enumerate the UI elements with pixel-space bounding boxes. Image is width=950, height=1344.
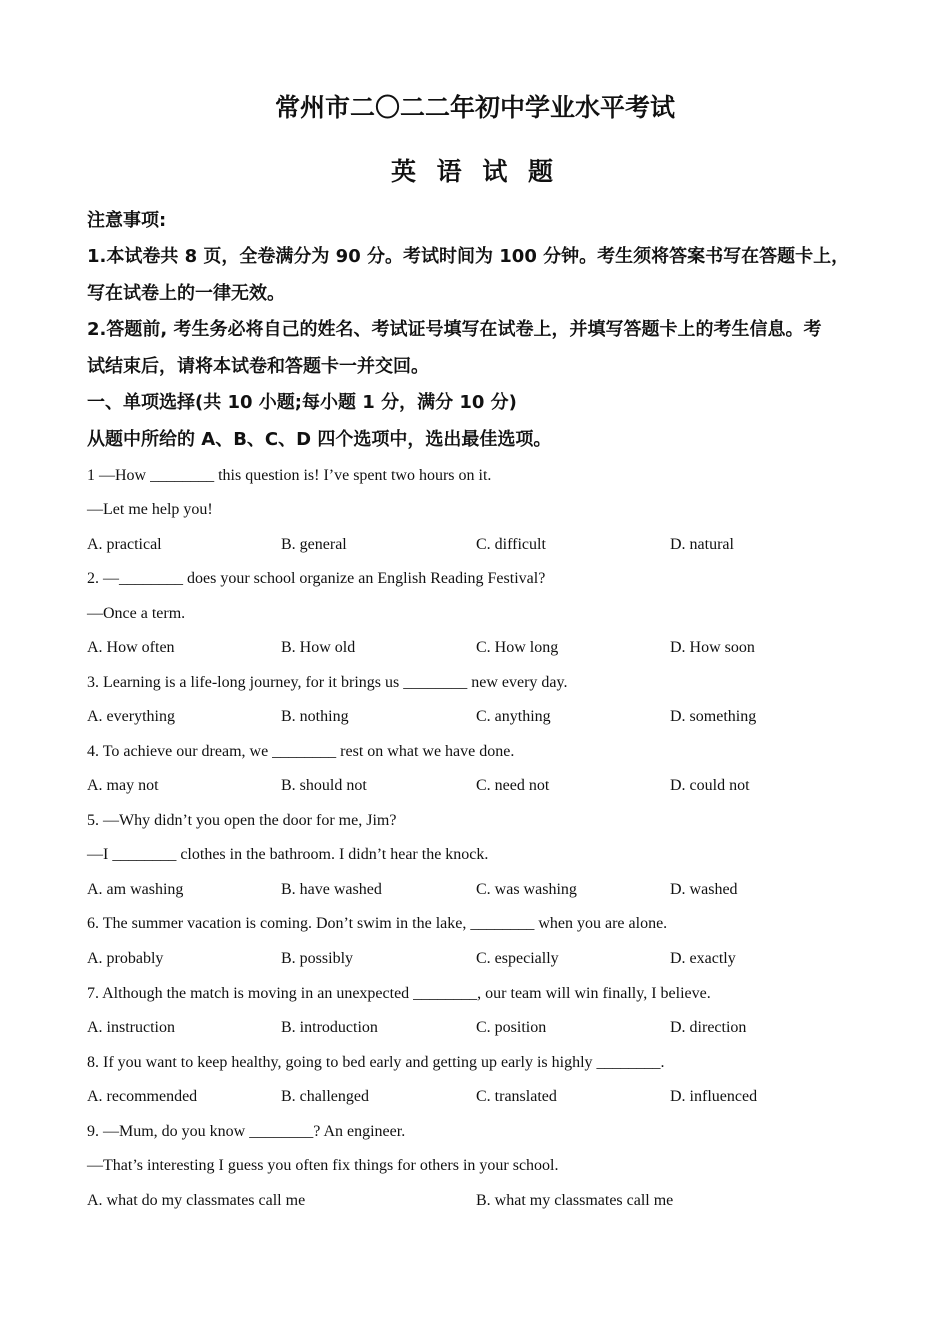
option-a: A. what do my classmates call me xyxy=(87,1192,306,1209)
section-instruction: 从题中所给的 A、B、C、D 四个选项中，选出最佳选项。 xyxy=(87,429,552,450)
option-b: B. what my classmates call me xyxy=(476,1192,674,1209)
question-stem: 5. —Why didn’t you open the door for me, Jim? xyxy=(87,812,397,829)
option-a: A. recommended xyxy=(87,1088,198,1105)
option-c: C. How long xyxy=(476,639,559,656)
option-a: A. am washing xyxy=(87,881,184,898)
question-stem: 3. Learning is a life-long journey, for it brings us ________ new every day. xyxy=(87,674,568,691)
notice-item-1-cont: 写在试卷上的一律无效。 xyxy=(87,283,285,304)
option-d: D. washed xyxy=(670,881,738,898)
option-b: B. should not xyxy=(281,777,367,794)
notice-item-2: 2.答题前, 考生务必将自己的姓名、考试证号填写在试卷上，并填写答题卡上的考生信息。考 xyxy=(87,319,822,340)
option-d: D. direction xyxy=(670,1019,747,1036)
option-a: A. instruction xyxy=(87,1019,175,1036)
question-stem: —Let me help you! xyxy=(87,501,213,518)
option-d: D. natural xyxy=(670,536,734,553)
option-c: C. especially xyxy=(476,950,559,967)
option-b: B. How old xyxy=(281,639,356,656)
option-c: C. need not xyxy=(476,777,550,794)
option-d: D. exactly xyxy=(670,950,736,967)
question-stem: 9. —Mum, do you know ________? An engineer. xyxy=(87,1123,406,1140)
question-stem: 6. The summer vacation is coming. Don’t swim in the lake, ________ when you are alone. xyxy=(87,915,668,932)
option-d: D. something xyxy=(670,708,757,725)
section-heading: 一、单项选择(共 10 小题;每小题 1 分，满分 10 分) xyxy=(87,392,517,413)
option-c: C. difficult xyxy=(476,536,546,553)
option-b: B. general xyxy=(281,536,347,553)
option-a: A. practical xyxy=(87,536,162,553)
option-b: B. have washed xyxy=(281,881,382,898)
question-stem: —Once a term. xyxy=(87,605,186,622)
option-b: B. nothing xyxy=(281,708,349,725)
question-stem: 4. To achieve our dream, we ________ rest on what we have done. xyxy=(87,743,515,760)
option-d: D. influenced xyxy=(670,1088,758,1105)
option-c: C. was washing xyxy=(476,881,577,898)
notice-item-1: 1.本试卷共 8 页，全卷满分为 90 分。考试时间为 100 分钟。考生须将答案书写在答题卡上， xyxy=(87,246,850,267)
notice-item-2-cont: 试结束后，请将本试卷和答题卡一并交回。 xyxy=(87,356,429,377)
option-b: B. introduction xyxy=(281,1019,378,1036)
option-a: A. may not xyxy=(87,777,159,794)
option-b: B. challenged xyxy=(281,1088,369,1105)
option-c: C. position xyxy=(476,1019,547,1036)
question-stem: —That’s interesting I guess you often fix things for others in your school. xyxy=(87,1157,559,1174)
option-a: A. How often xyxy=(87,639,175,656)
option-a: A. everything xyxy=(87,708,175,725)
question-stem: —I ________ clothes in the bathroom. I didn’t hear the knock. xyxy=(87,846,489,863)
notice-heading: 注意事项: xyxy=(87,210,167,231)
option-d: D. could not xyxy=(670,777,750,794)
question-stem: 7. Although the match is moving in an unexpected ________, our team will win finally, I believe. xyxy=(87,985,711,1002)
option-d: D. How soon xyxy=(670,639,755,656)
option-b: B. possibly xyxy=(281,950,354,967)
option-c: C. translated xyxy=(476,1088,557,1105)
option-a: A. probably xyxy=(87,950,164,967)
option-c: C. anything xyxy=(476,708,551,725)
exam-title: 常州市二〇二二年初中学业水平考试 xyxy=(274,93,675,122)
question-stem: 2. —________ does your school organize an English Reading Festival? xyxy=(87,570,546,587)
question-stem: 1 —How ________ this question is! I’ve spent two hours on it. xyxy=(87,467,492,484)
exam-subtitle: 英 语 试 题 xyxy=(390,157,560,186)
question-stem: 8. If you want to keep healthy, going to bed early and getting up early is highly ________. xyxy=(87,1054,665,1071)
